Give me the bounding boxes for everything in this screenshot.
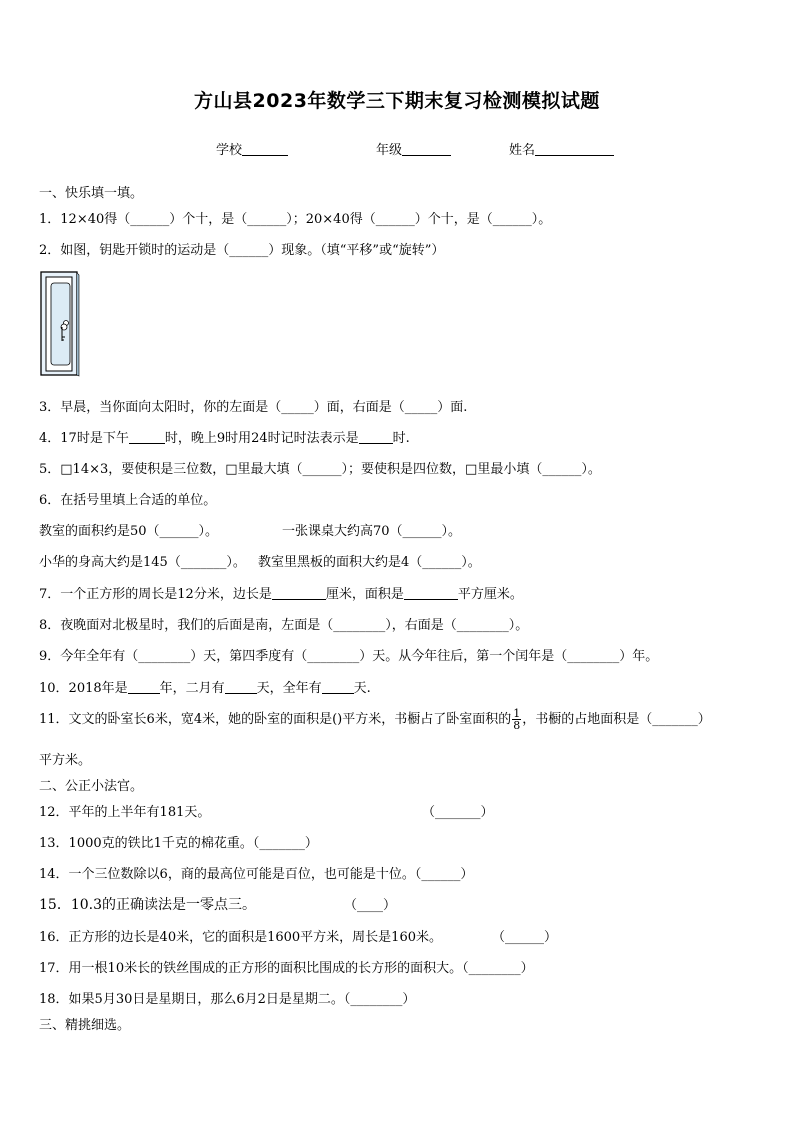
- q4-part-a: 4．17时是下午: [39, 431, 129, 446]
- q7-part-c: 平方厘米。: [457, 587, 523, 602]
- q10-part-a: 10．2018年是: [39, 681, 128, 696]
- question-16: 16．正方形的边长是40米，它的面积是1600平方米，周长是160米。: [39, 930, 442, 945]
- section-1-heading: 一、快乐填一填。: [39, 186, 144, 201]
- name-field[interactable]: [509, 139, 614, 158]
- question-5: 5．□14×3，要使积是三位数，□里最大填（______）；要使积是四位数，□里最小填（______）。: [39, 462, 601, 477]
- question-12: 12．平年的上半年有181天。: [39, 805, 211, 820]
- question-12-paren[interactable]: （_______）: [422, 805, 494, 820]
- question-18: 18．如果5月30日是星期日，那么6月2日是星期二。（________）: [39, 992, 416, 1007]
- school-field[interactable]: [216, 139, 288, 158]
- question-13: 13．1000克的铁比1千克的棉花重。（_______）: [39, 836, 318, 851]
- question-3: 3．早晨，当你面向太阳时，你的左面是（_____）面，右面是（_____）面.: [39, 400, 468, 415]
- name-blank[interactable]: [535, 141, 614, 156]
- question-6c: 小华的身高大约是145（_______）。: [39, 555, 246, 570]
- grade-field[interactable]: [376, 139, 451, 158]
- grade-label: 年级: [376, 143, 403, 158]
- question-11-cont: 平方米。: [39, 753, 92, 768]
- question-1: 1．12×40得（______）个十，是（______）；20×40得（______）个十，是（______）。: [39, 212, 552, 227]
- school-blank[interactable]: [242, 141, 288, 156]
- school-label: 学校: [216, 143, 243, 158]
- q4-part-c: 时.: [392, 431, 410, 446]
- q10-part-d: 天.: [353, 681, 371, 696]
- question-2: 2．如图，钥匙开锁时的运动是（______）现象。（填“平移”或“旋转”）: [39, 243, 445, 258]
- question-6d: 教室里黑板的面积大约是4（______）。: [258, 555, 481, 570]
- q11-fraction-denominator: 8: [513, 719, 521, 732]
- question-6: 6．在括号里填上合适的单位。: [39, 493, 217, 508]
- q11-part-b: ，书橱的占地面积是（_______）: [522, 712, 711, 727]
- q10-blank-2[interactable]: [225, 679, 257, 694]
- question-4: [39, 427, 410, 446]
- question-8: 8．夜晚面对北极星时，我们的后面是南，左面是（________），右面是（________）。: [39, 618, 529, 633]
- q4-blank-1[interactable]: [129, 429, 165, 444]
- question-17: 17．用一根10米长的铁丝围成的正方形的面积比围成的长方形的面积大。（________）: [39, 961, 534, 976]
- q7-blank-1[interactable]: [272, 585, 326, 600]
- question-15-paren[interactable]: （____）: [344, 898, 397, 913]
- question-11: [39, 708, 711, 731]
- q11-fraction: [512, 708, 521, 731]
- question-10: [39, 677, 371, 696]
- question-15: 15．10.3的正确读法是一零点三。: [39, 897, 256, 913]
- question-9: 9．今年全年有（________）天，第四季度有（________）天。从今年往后，第一个闰年是（________）年。: [39, 649, 659, 664]
- question-16-paren[interactable]: （______）: [492, 930, 558, 945]
- q7-part-a: 7．一个正方形的周长是12分米，边长是: [39, 587, 272, 602]
- question-7: [39, 583, 523, 602]
- q10-blank-1[interactable]: [128, 679, 160, 694]
- section-3-heading: 三、精挑细选。: [39, 1018, 131, 1033]
- q10-part-b: 年，二月有: [159, 681, 225, 696]
- exam-title: 方山县2023年数学三下期末复习检测模拟试题: [194, 90, 600, 112]
- q11-part-a: 11．文文的卧室长6米，宽4米，她的卧室的面积是()平方米，书橱占了卧室面积的: [39, 712, 512, 727]
- q10-part-c: 天，全年有: [256, 681, 322, 696]
- q7-part-b: 厘米，面积是: [325, 587, 404, 602]
- q7-blank-2[interactable]: [404, 585, 458, 600]
- q10-blank-3[interactable]: [322, 679, 354, 694]
- question-14: 14．一个三位数除以6，商的最高位可能是百位，也可能是十位。（______）: [39, 867, 474, 882]
- grade-blank[interactable]: [402, 141, 451, 156]
- section-2-heading: 二、公正小法官。: [39, 779, 144, 794]
- q4-blank-2[interactable]: [359, 429, 393, 444]
- q11-fraction-numerator: 1: [513, 707, 521, 720]
- door-with-key-icon: [40, 271, 80, 377]
- question-6b: 一张课桌大约高70（______）。: [282, 524, 462, 539]
- name-label: 姓名: [509, 143, 536, 158]
- question-6a: 教室的面积约是50（______）。: [39, 524, 219, 539]
- q4-part-b: 时，晚上9时用24时记时法表示是: [164, 431, 359, 446]
